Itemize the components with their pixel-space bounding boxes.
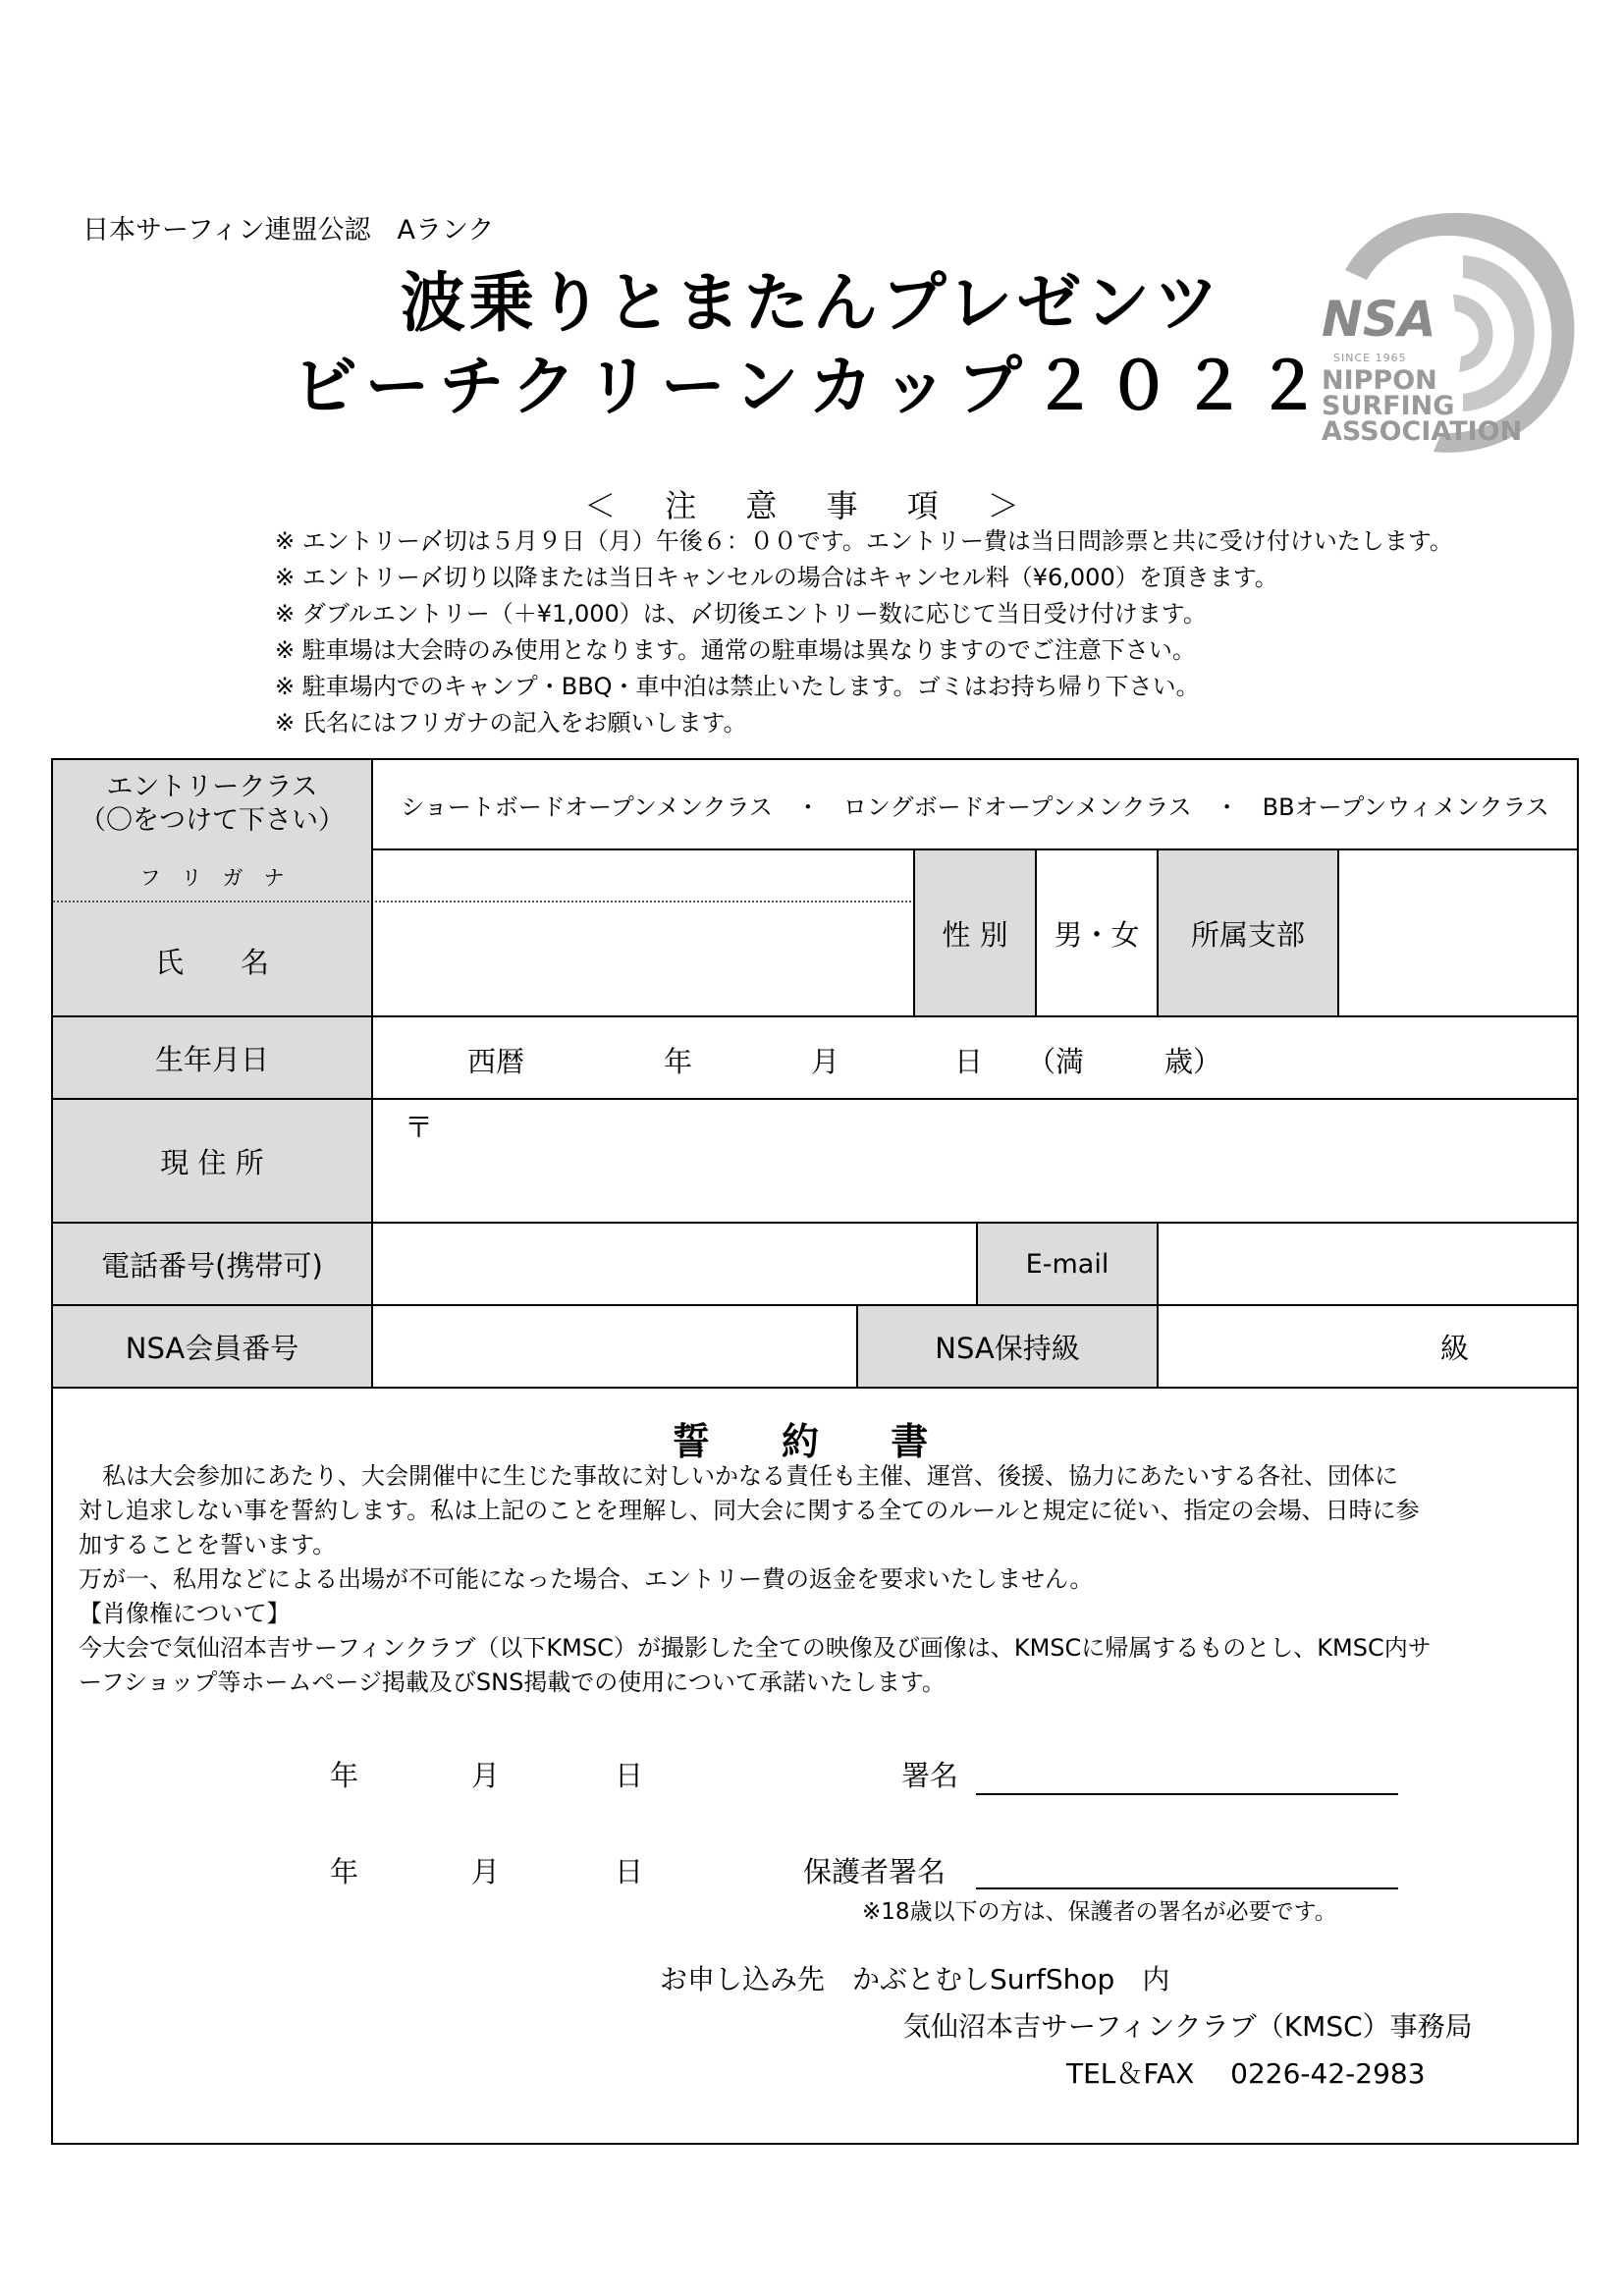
phone-input[interactable] bbox=[371, 1222, 978, 1306]
approval-text: 日本サーフィン連盟公認 Aランク bbox=[82, 215, 495, 246]
sign-day-label: 日 bbox=[615, 1759, 644, 1792]
oath-line: ーフショップ等ホームページ掲載及びSNS掲載での使用について承諾いたします。 bbox=[79, 1668, 946, 1696]
notice-item: ※ 駐車場内でのキャンプ・BBQ・車中泊は禁止いたします。ゴミはお持ち帰り下さい。 bbox=[275, 673, 1200, 700]
notice-list bbox=[275, 523, 1453, 741]
logo-line1: NIPPON bbox=[1322, 365, 1437, 396]
phone-label: 電話番号(携帯可) bbox=[51, 1222, 373, 1306]
oath-text bbox=[79, 1459, 1551, 1700]
branch-label: 所属支部 bbox=[1157, 848, 1339, 1017]
address-label: 現 住 所 bbox=[51, 1098, 373, 1224]
signature-label: 署名 bbox=[901, 1759, 959, 1792]
nsa-grade-input[interactable] bbox=[1157, 1304, 1579, 1389]
nsa-grade-unit: 級 bbox=[1439, 1331, 1469, 1365]
nsa-grade-label: NSA保持級 bbox=[856, 1304, 1159, 1389]
guardian-signature-line[interactable] bbox=[976, 1887, 1398, 1889]
logo-abbr: NSA bbox=[1322, 291, 1436, 348]
oath-line: 【肖像権について】 bbox=[79, 1600, 291, 1627]
entry-class-options[interactable]: ショートボードオープンメンクラス ・ ロングボードオープンメンクラス ・ BBオープンウィメンクラス bbox=[371, 758, 1579, 850]
age-open-label: （満 bbox=[1027, 1045, 1085, 1078]
guardian-day-label: 日 bbox=[615, 1855, 644, 1888]
contact-line2: 気仙沼本吉サーフィンクラブ（KMSC）事務局 bbox=[903, 2010, 1473, 2043]
oath-line: 加することを誓います。 bbox=[79, 1531, 337, 1558]
sign-year-label: 年 bbox=[330, 1759, 359, 1792]
signature-line[interactable] bbox=[976, 1793, 1398, 1795]
email-label: E-mail bbox=[976, 1222, 1159, 1306]
email-input[interactable] bbox=[1157, 1222, 1579, 1306]
nsa-number-label: NSA会員番号 bbox=[51, 1304, 373, 1389]
guardian-note: ※18歳以下の方は、保護者の署名が必要です。 bbox=[862, 1899, 1337, 1925]
birth-day-label: 日 bbox=[954, 1045, 984, 1078]
gender-choice[interactable]: 男・女 bbox=[1035, 848, 1159, 1017]
birth-era-label: 西暦 bbox=[467, 1045, 525, 1078]
entry-class-label-line2: （〇をつけて下さい） bbox=[80, 805, 345, 836]
furigana-input[interactable] bbox=[371, 848, 915, 902]
notice-item: ※ エントリー〆切り以降または当日キャンセルの場合はキャンセル料（¥6,000）を頂きます。 bbox=[275, 564, 1278, 591]
notice-item: ※ ダブルエントリー（＋¥1,000）は、〆切後エントリー数に応じて当日受け付けます。 bbox=[275, 600, 1207, 628]
logo-line2: SURFING bbox=[1322, 391, 1455, 421]
entry-class-label-line1: エントリークラス bbox=[106, 772, 318, 802]
contact-line1: お申し込み先 かぶとむしSurfShop 内 bbox=[660, 1963, 1170, 1995]
name-label: 氏 名 bbox=[154, 946, 269, 979]
entry-class-label bbox=[51, 758, 373, 850]
birth-year-label: 年 bbox=[664, 1045, 693, 1078]
guardian-year-label: 年 bbox=[330, 1855, 359, 1888]
notice-heading: ＜ 注 意 事 項 ＞ bbox=[584, 487, 1039, 524]
oath-line: 私は大会参加にあたり、大会開催中に生じた事故に対しいかなる責任も主催、運営、後援、協力にあたいする各社、団体に bbox=[79, 1462, 1398, 1490]
contact-phone: TEL＆FAX 0226-42-2983 bbox=[1066, 2057, 1426, 2090]
gender-label: 性 別 bbox=[913, 848, 1037, 1017]
logo-since: SINCE 1965 bbox=[1333, 352, 1407, 364]
postal-mark: 〒 bbox=[405, 1111, 434, 1144]
address-input[interactable] bbox=[371, 1098, 1579, 1224]
oath-line: 万が一、私用などによる出場が不可能になった場合、エントリー費の返金を要求いたしません。 bbox=[79, 1565, 1094, 1593]
nsa-number-input[interactable] bbox=[371, 1304, 858, 1389]
branch-input[interactable] bbox=[1337, 848, 1579, 1017]
event-title-line1: 波乗りとまたんプレゼンツ bbox=[400, 265, 1223, 341]
furigana-label: フ リ ガ ナ bbox=[139, 866, 285, 890]
oath-title: 誓 約 書 bbox=[672, 1420, 958, 1463]
age-close-label: 歳） bbox=[1164, 1045, 1222, 1078]
oath-line: 対し追求しない事を誓約します。私は上記のことを理解し、同大会に関する全てのルールと規定に従い、指定の会場、日時に参 bbox=[79, 1497, 1420, 1524]
logo-org-name bbox=[1322, 365, 1523, 447]
notice-item: ※ エントリー〆切は５月９日（月）午後６：００です。エントリー費は当日問診票と共に受け付けいたします。 bbox=[275, 527, 1453, 555]
name-input[interactable] bbox=[371, 901, 915, 1017]
notice-item: ※ 駐車場は大会時のみ使用となります。通常の駐車場は異なりますのでご注意下さい。 bbox=[275, 636, 1196, 664]
guardian-month-label: 月 bbox=[471, 1855, 501, 1888]
logo-line3: ASSOCIATION bbox=[1322, 416, 1523, 447]
notice-item: ※ 氏名にはフリガナの記入をお願いします。 bbox=[275, 709, 747, 737]
birth-month-label: 月 bbox=[811, 1045, 840, 1078]
event-title-line2: ビーチクリーンカップ２０２２ bbox=[293, 349, 1330, 424]
oath-line: 今大会で気仙沼本吉サーフィンクラブ（以下KMSC）が撮影した全ての映像及び画像は、KMSCに帰属するものとし、KMSC内サ bbox=[79, 1634, 1432, 1662]
birth-date-label: 生年月日 bbox=[51, 1015, 373, 1100]
sign-month-label: 月 bbox=[471, 1759, 501, 1792]
guardian-signature-label: 保護者署名 bbox=[803, 1855, 947, 1888]
